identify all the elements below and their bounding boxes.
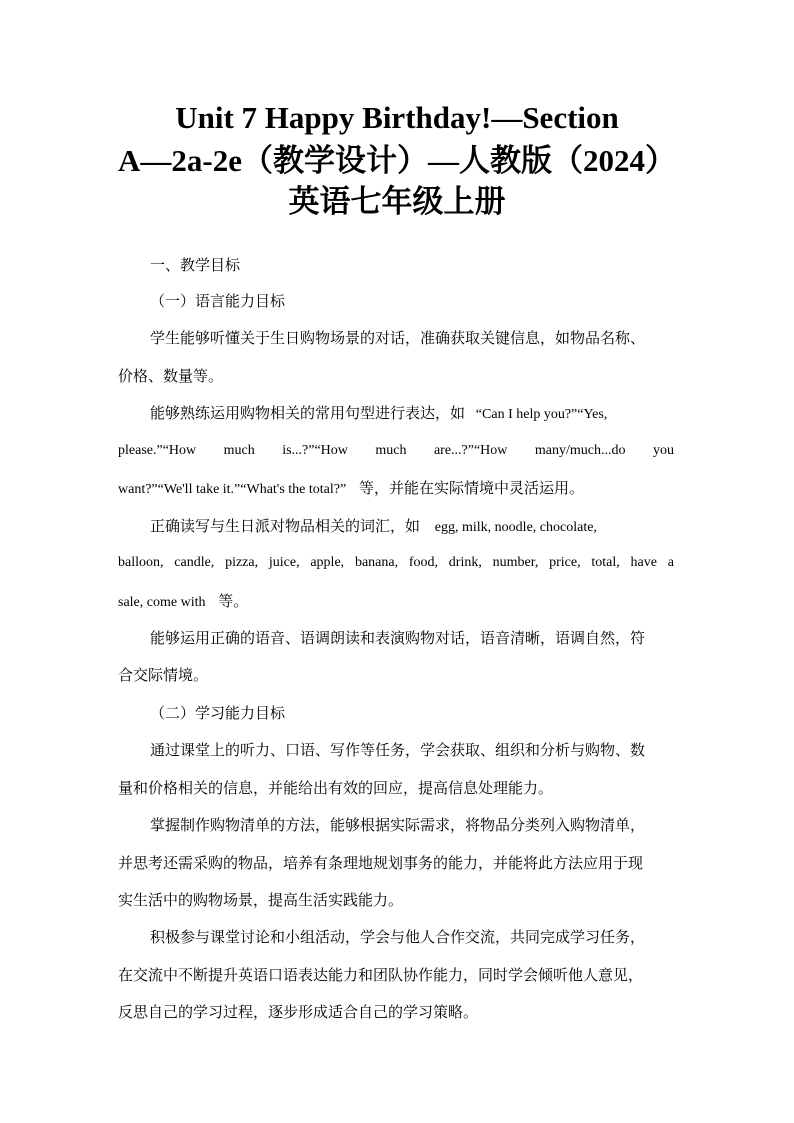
subsection-heading-learning-ability: （二）学习能力目标 — [150, 704, 286, 722]
paragraph-line: 积极参与课堂讨论和小组活动，学会与他人合作交流，共同完成学习任务， — [150, 928, 646, 946]
paragraph-text-en: want?”“We'll take it.”“What's the total?” — [118, 482, 347, 497]
word: a — [667, 555, 674, 570]
word: drink, — [448, 555, 482, 570]
paragraph-line: 能够运用正确的语音、语调朗读和表演购物对话，语音清晰，语调自然，符 — [150, 629, 646, 647]
word: total, — [591, 555, 620, 570]
paragraph-line: 价格、数量等。 — [118, 367, 224, 385]
word: apple, — [310, 555, 345, 570]
word: is...?”“How — [282, 443, 348, 458]
subsection-heading-language-ability: （一）语言能力目标 — [150, 292, 286, 310]
word: price, — [549, 555, 581, 570]
paragraph-text-cn: 能够熟练运用购物相关的常用句型进行表达，如 — [150, 404, 466, 422]
paragraph-text-cn: 正确读写与生日派对物品相关的词汇，如 — [150, 517, 421, 535]
document-title-line-3: 英语七年级上册 — [288, 184, 506, 219]
paragraph-text-cn: 等，并能在实际情境中灵活运用。 — [358, 479, 584, 497]
word: much — [223, 443, 255, 458]
word: you — [652, 443, 674, 458]
word: please.”“How — [118, 443, 197, 458]
paragraph-line: 通过课堂上的听力、口语、写作等任务，学会获取、组织和分析与购物、数 — [150, 741, 646, 759]
word: many/much...do — [534, 443, 626, 458]
section-heading-teaching-goals: 一、教学目标 — [150, 256, 241, 274]
word: banana, — [354, 555, 399, 570]
word: food, — [408, 555, 439, 570]
word: have — [630, 555, 657, 570]
word: much — [375, 443, 407, 458]
paragraph-line — [118, 591, 248, 613]
justified-english-line — [118, 553, 674, 573]
paragraph-line: 合交际情境。 — [118, 666, 209, 684]
justified-english-line — [118, 441, 674, 461]
document-title-line-2: A—2a-2e（教学设计）—人教版（2024） — [118, 143, 676, 178]
word: number, — [492, 555, 539, 570]
paragraph-line: 实生活中的购物场景，提高生活实践能力。 — [118, 891, 404, 909]
paragraph-text-en: sale, come with — [118, 595, 206, 610]
paragraph-line: 掌握制作购物清单的方法，能够根据实际需求，将物品分类列入购物清单， — [150, 816, 646, 834]
paragraph-line: 反思自己的学习过程，逐步形成适合自己的学习策略。 — [118, 1003, 479, 1021]
paragraph-text-en: egg, milk, noodle, chocolate, — [434, 520, 597, 535]
paragraph-line — [150, 403, 607, 425]
paragraph-line — [118, 478, 584, 500]
word: juice, — [268, 555, 300, 570]
word: are...?”“How — [433, 443, 508, 458]
paragraph-line: 在交流中不断提升英语口语表达能力和团队协作能力，同时学会倾听他人意见， — [118, 966, 644, 984]
paragraph-line: 学生能够听懂关于生日购物场景的对话，准确获取关键信息，如物品名称、 — [150, 329, 646, 347]
paragraph-line: 量和价格相关的信息，并能给出有效的回应，提高信息处理能力。 — [118, 779, 554, 797]
paragraph-text-en: “Can I help you?”“Yes, — [475, 407, 608, 422]
paragraph-text-cn: 等。 — [218, 592, 249, 610]
word: balloon, — [118, 555, 164, 570]
word: pizza, — [225, 555, 259, 570]
word: candle, — [174, 555, 215, 570]
paragraph-line: 并思考还需采购的物品，培养有条理地规划事务的能力，并能将此方法应用于现 — [118, 854, 644, 872]
paragraph-line — [150, 516, 597, 538]
document-title-line-1: Unit 7 Happy Birthday!—Section — [175, 100, 619, 135]
